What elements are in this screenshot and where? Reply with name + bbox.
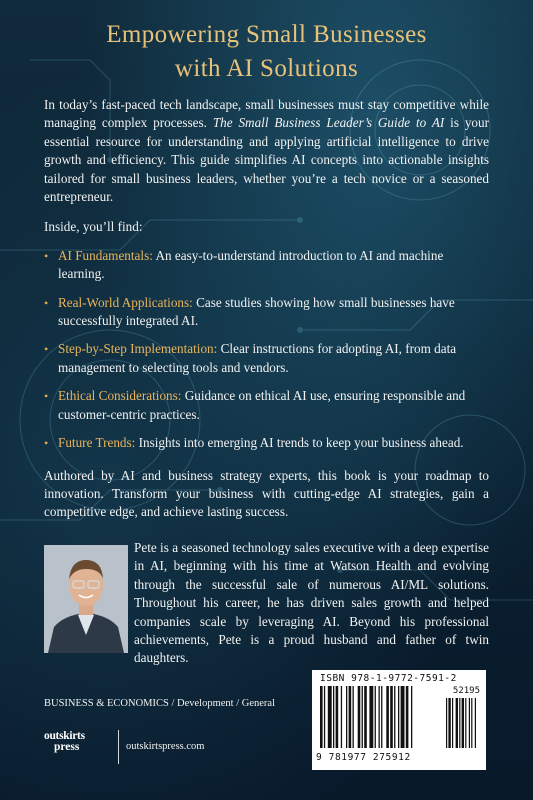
barcode-bar <box>341 686 342 748</box>
barcode-bar <box>375 686 376 748</box>
bullet-icon: • <box>44 436 49 451</box>
barcode-addon-bar <box>462 698 464 748</box>
feature-item <box>44 294 489 331</box>
cover-title <box>0 18 533 86</box>
inside-heading: Inside, you’ll find: <box>44 219 143 235</box>
feature-item <box>44 387 489 424</box>
feature-term: Future Trends: <box>58 435 136 451</box>
barcode-addon-bar <box>448 698 450 748</box>
intro-text-end: is your essential resource for understanding and applying artificial intelligence to drive growth and efficiency. This guide simplifies AI concepts into actionable insights tailored for small business leaders, whether you’re a tech novice or a seasoned entrepreneur. <box>44 115 490 205</box>
barcode-addon-bar <box>459 698 460 748</box>
publisher-logo <box>44 731 85 753</box>
category-label: BUSINESS & ECONOMICS / Development / General <box>44 698 275 709</box>
publisher-url: outskirtspress.com <box>126 741 205 752</box>
feature-text: Clear instructions for adopting AI, from data management to selecting tools and vendors. <box>58 341 457 375</box>
barcode-bar <box>324 686 325 748</box>
barcode-addon-bar <box>469 698 470 748</box>
bullet-icon: • <box>44 342 49 357</box>
bullet-icon: • <box>44 248 49 263</box>
barcode-bar <box>369 686 373 748</box>
bullet-icon: • <box>44 295 49 310</box>
barcode-bar <box>390 686 393 748</box>
barcode-bar <box>411 686 412 748</box>
barcode-addon-bar <box>475 698 476 748</box>
barcode-bar <box>328 686 332 748</box>
barcode-bar <box>362 686 363 748</box>
blurb <box>44 96 489 522</box>
barcode-addon-bar <box>471 698 472 748</box>
publisher-logo-line-2: press <box>54 741 80 753</box>
barcode-digits: 9 781977 275912 <box>316 752 411 763</box>
barcode-bar <box>358 686 361 748</box>
feature-text: Insights into emerging AI trends to keep your business ahead. <box>135 435 464 451</box>
barcode-bar <box>364 686 367 748</box>
intro-text-start: In today’s fast-paced tech landscape, small businesses must stay competitive while managing complex processes. <box>44 97 489 131</box>
barcode-bar <box>346 686 347 748</box>
feature-text: Guidance on ethical AI use, ensuring responsible and customer-centric practices. <box>58 388 466 422</box>
intro-paragraph <box>44 96 489 206</box>
feature-item <box>44 247 489 284</box>
barcode-bar <box>394 686 395 748</box>
feature-term: Ethical Considerations: <box>58 388 182 404</box>
barcode-addon-bar <box>452 698 453 748</box>
barcode-bar <box>349 686 352 748</box>
feature-item <box>44 340 489 377</box>
barcode-graphic <box>318 686 482 752</box>
feature-item <box>44 434 489 452</box>
barcode-addon-bar <box>456 698 458 748</box>
barcode-bar <box>406 686 409 748</box>
title-line-1: Empowering Small Businesses <box>106 21 427 48</box>
barcode-bar <box>386 686 389 748</box>
feature-term: Real-World Applications: <box>58 294 193 310</box>
isbn-label: ISBN 978-1-9772-7591-2 <box>320 673 457 684</box>
barcode-bar <box>401 686 405 748</box>
barcode-bar <box>379 686 380 748</box>
barcode-bar <box>398 686 399 748</box>
bullet-icon: • <box>44 389 49 404</box>
book-title-italic: The Small Business Leader’s Guide to AI <box>212 115 445 131</box>
barcode-addon-bar <box>465 698 466 748</box>
barcode-bar <box>381 686 382 748</box>
publisher-logo-line-1: outskirts <box>44 730 85 742</box>
feature-term: AI Fundamentals: <box>58 247 153 263</box>
feature-term: Step-by-Step Implementation: <box>58 341 218 357</box>
author-bio: Pete is a seasoned technology sales executive with a deep expertise in AI, beginning with his time at Watson Health and evolving through the successful sale of numerous AI/ML solutions. Throughout his career, he has driven sales growth and helped companies scale by leveraging AI. Beyond his professional achievements, Pete is a proud husband and father of twin daughters. <box>134 540 489 666</box>
barcode-addon-bar <box>446 698 447 748</box>
closing-paragraph: Authored by AI and business strategy experts, this book is your roadmap to innovation. Transform your business with cutting-edge AI strategies, gain a competitive edge, and achieve lasting success. <box>44 467 489 520</box>
barcode-bar <box>336 686 339 748</box>
title-line-2: with AI Solutions <box>174 55 359 82</box>
author-portrait-icon <box>44 545 128 653</box>
isbn-barcode <box>312 670 486 770</box>
feature-list <box>44 247 489 453</box>
barcode-bar <box>333 686 334 748</box>
barcode-bar <box>353 686 354 748</box>
author-photo <box>44 545 128 653</box>
barcode-bar <box>320 686 323 748</box>
publisher-divider <box>118 730 119 764</box>
feature-text: An easy-to-understand introduction to AI and machine learning. <box>58 247 444 282</box>
feature-text: Case studies showing how small businesses have successfully integrated AI. <box>58 294 455 329</box>
price-code: 52195 <box>452 686 480 696</box>
